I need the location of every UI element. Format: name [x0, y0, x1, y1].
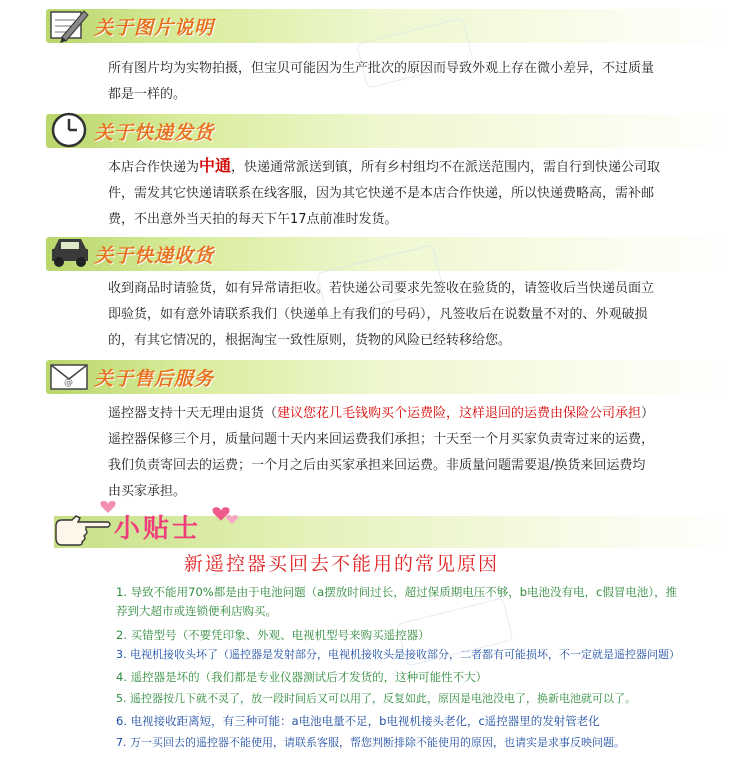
mail-icon — [48, 361, 90, 393]
pencil-icon — [48, 6, 90, 44]
body-line: 由买家承担。 — [108, 484, 187, 499]
section-title: 关于售后服务 — [94, 368, 215, 390]
insurance-notice: 建议您花几毛钱购买个运费险，这样退回的运费由保险公司承担 — [277, 406, 642, 421]
body-line: 件，需发其它快递请联系在线客服，因为其它快递不是本店合作快递，所以快递费略高，需补邮 — [108, 186, 655, 201]
tips-title: 小贴士 — [114, 514, 202, 544]
body-text-span: ） — [641, 406, 655, 421]
section-body-aftersale — [108, 401, 714, 505]
section-title: 关于快递收货 — [94, 245, 215, 267]
section-title: 关于快递发货 — [94, 122, 215, 144]
reason-item: 4. 遥控器是坏的（我们都是专业仪器测试后才发货的，这种可能性不大） — [116, 670, 488, 684]
clock-icon — [48, 109, 90, 151]
body-text-span: 本店合作快递为 — [108, 160, 200, 175]
body-line: 收到商品时请验货，如有异常请拒收。若快递公司要求先签收在验货的，请签收后当快递员面立 — [108, 281, 655, 296]
body-text-span: ，快递通常派送到镇，所有乡村组均不在派送范围内，需自行到快递公司取 — [231, 160, 661, 175]
courier-name: 中通 — [199, 156, 232, 175]
body-line: 所有图片均为实物拍摄，但宝贝可能因为生产批次的原因而导致外观上存在微小差异，不过质量 — [108, 61, 655, 76]
reason-item: 3. 电视机接收头坏了（遥控器是发射部分，电视机接收头是接收部分，二者都有可能损坏，不一定就是遥控器问题） — [116, 648, 680, 661]
body-line: 费，不出意外当天拍的每天下午17点前准时发货。 — [108, 212, 398, 227]
reason-item: 6. 电视接收距离短，有三种可能：a电池电量不足，b电视机接头老化，c遥控器里的发射管老化 — [116, 714, 600, 728]
section-body-shipping — [108, 153, 714, 233]
pointing-hand-icon — [52, 512, 114, 548]
body-text-span: 遥控器支持十天无理由退货（ — [108, 406, 278, 421]
reason-item: 荐到大超市或连锁便利店购买。 — [116, 604, 277, 618]
body-line: 的，有其它情况的，根据淘宝一致性原则，货物的风险已经转移给您。 — [108, 333, 512, 348]
body-line: 遥控器保修三个月，质量问题十天内来回运费我们承担；十天至一个月买家负责寄过来的运费， — [108, 432, 655, 447]
heart-icon — [100, 500, 116, 514]
body-line — [108, 153, 714, 181]
body-line: 我们负责寄回去的运费；一个月之后由买家承担来回运费。非质量问题需要退/换货来回运费均 — [108, 458, 646, 473]
reason-item: 7. 万一买回去的遥控器不能使用，请联系客服，帮您判断排除不能使用的原因，也请实是求事反映问题。 — [116, 736, 625, 749]
reason-item: 2. 买错型号（不要凭印象、外观、电视机型号来购买遥控器） — [116, 628, 430, 642]
body-line: 都是一样的。 — [108, 87, 187, 102]
heart-icon — [226, 514, 238, 525]
body-line: 即验货，如有意外请联系我们（快递单上有我们的号码），凡签收后在说数量不对的、外观破损 — [108, 307, 648, 322]
reasons-title: 新遥控器买回去不能用的常见原因 — [184, 553, 500, 575]
reason-item: 1. 导致不能用70%都是由于电池问题（a摆放时间过长，超过保质期电压不够，b电池没有电，c假冒电池），推 — [116, 585, 678, 599]
body-line — [108, 401, 714, 427]
reason-item: 5. 遥控器按几下就不灵了，放一段时间后又可以用了，反复如此，原因是电池没电了，换新电池就可以了。 — [116, 692, 636, 705]
section-title: 关于图片说明 — [94, 17, 215, 39]
svg-text:@: @ — [64, 378, 73, 388]
car-icon — [48, 233, 92, 271]
